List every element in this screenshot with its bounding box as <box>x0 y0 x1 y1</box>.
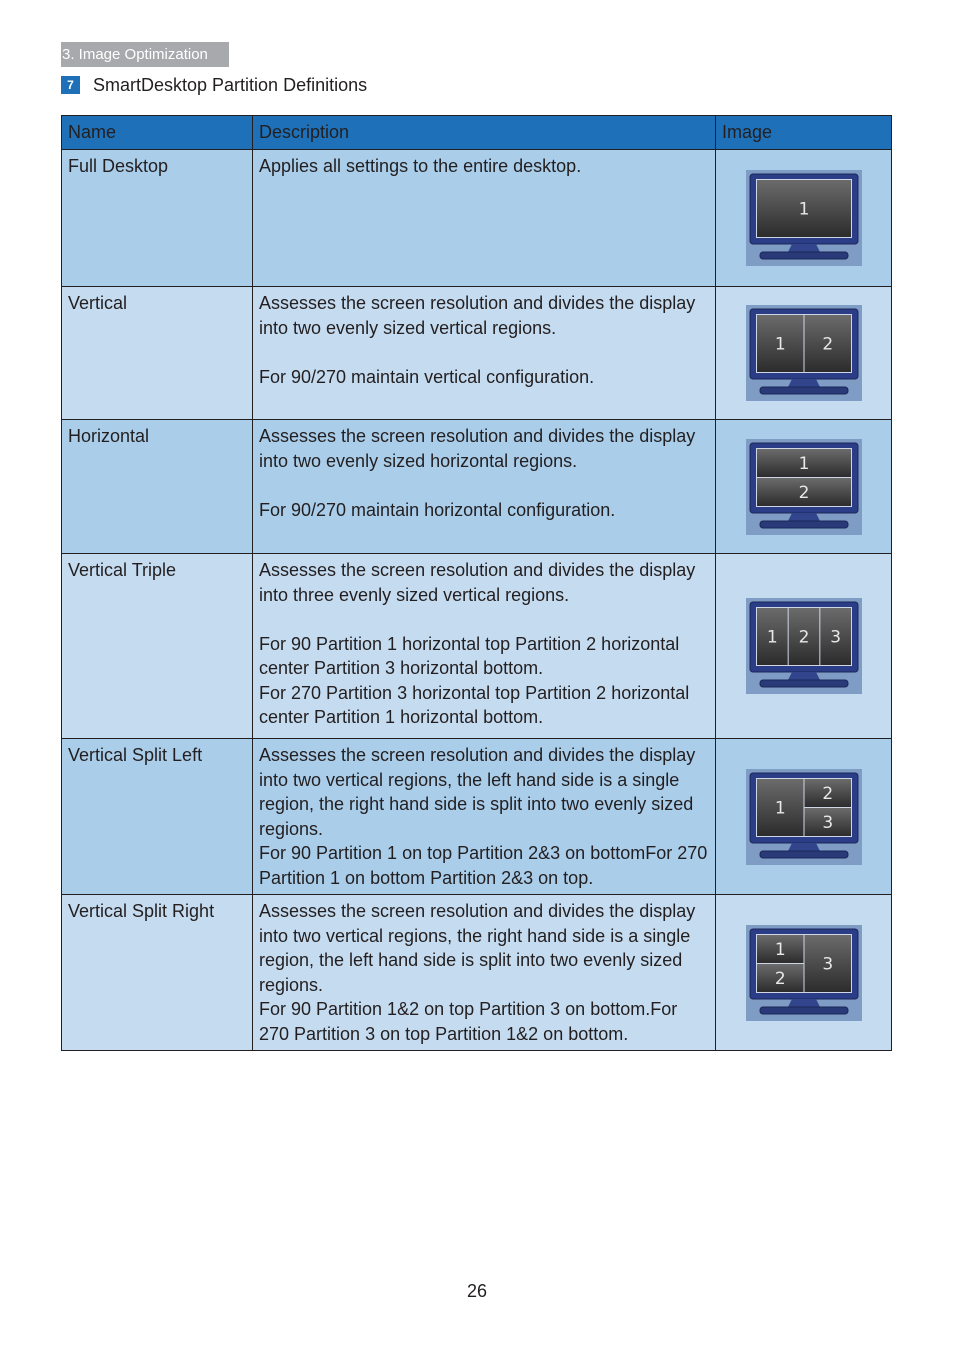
cell-image <box>716 895 892 1051</box>
partition-label: 2 <box>821 783 833 804</box>
partition-label: 2 <box>774 968 786 989</box>
cell-image <box>716 739 892 895</box>
partition-label: 1 <box>766 627 778 648</box>
monitor-icon <box>746 598 862 694</box>
monitor-icon <box>746 170 862 266</box>
partition-label: 2 <box>798 627 809 648</box>
description-paragraph: Assesses the screen resolution and divides the display into two vertical regions, the left hand side is a single region, the right hand side is split into two evenly sized regions. <box>259 745 696 839</box>
partition-image <box>716 287 891 419</box>
partition-label: 1 <box>798 453 809 474</box>
header-description: Description <box>253 116 716 150</box>
partition-label: 3 <box>829 627 841 648</box>
cell-description <box>253 420 716 554</box>
description-paragraph: For 90 Partition 1 horizontal top Partition 2 horizontal center Partition 3 horizontal bottom. <box>259 633 680 678</box>
table-header-row <box>62 116 892 150</box>
section-tag: 3. Image Optimization <box>61 42 229 67</box>
partition-image <box>716 895 891 1050</box>
monitor-icon <box>746 305 862 401</box>
description-paragraph: Assesses the screen resolution and divides the display into two evenly sized vertical regions. <box>259 293 696 338</box>
table-row <box>62 287 892 420</box>
partition-label: 1 <box>774 798 786 818</box>
partition-label: 2 <box>798 482 809 503</box>
description-paragraph: Assesses the screen resolution and divides the display into three evenly sized vertical regions. <box>259 560 696 605</box>
partition-image <box>716 420 891 553</box>
cell-name: Vertical Triple <box>62 554 253 739</box>
heading-title: SmartDesktop Partition Definitions <box>93 74 368 95</box>
section-heading <box>61 74 367 96</box>
cell-description <box>253 895 716 1051</box>
partition-image <box>716 554 891 738</box>
partition-label: 1 <box>774 334 786 355</box>
table-row <box>62 739 892 895</box>
monitor-icon <box>746 439 862 535</box>
cell-name: Vertical Split Left <box>62 739 253 895</box>
table-row <box>62 420 892 554</box>
partition-label: 3 <box>821 954 833 974</box>
description-paragraph: For 90/270 maintain vertical configuration. <box>259 366 595 387</box>
cell-name: Vertical Split Right <box>62 895 253 1051</box>
table-row <box>62 895 892 1051</box>
description-paragraph: For 90/270 maintain horizontal configuration. <box>259 499 616 520</box>
monitor-icon <box>746 769 862 865</box>
description-paragraph: Assesses the screen resolution and divides the display into two evenly sized horizontal regions. <box>259 426 696 471</box>
cell-image <box>716 287 892 420</box>
partition-label: 1 <box>798 199 809 220</box>
partition-label: 2 <box>821 334 833 355</box>
cell-description <box>253 739 716 895</box>
cell-image <box>716 420 892 554</box>
partition-label: 3 <box>821 812 833 833</box>
cell-description <box>253 150 716 287</box>
description-paragraph: For 90 Partition 1&2 on top Partition 3 on bottom.For 270 Partition 3 on top Partition 1&2 on bottom. <box>259 999 678 1044</box>
cell-description <box>253 287 716 420</box>
cell-image <box>716 554 892 739</box>
description-paragraph: For 270 Partition 3 horizontal top Partition 2 horizontal center Partition 1 horizontal bottom. <box>259 682 690 727</box>
partition-definitions-table <box>61 115 892 1051</box>
partition-label: 1 <box>774 939 786 960</box>
monitor-icon <box>746 925 862 1021</box>
header-image: Image <box>716 116 892 150</box>
header-name: Name <box>62 116 253 150</box>
cell-image <box>716 150 892 287</box>
description-paragraph: For 90 Partition 1 on top Partition 2&3 on bottomFor 270 Partition 1 on bottom Partition 2&3 on top. <box>259 843 708 888</box>
table-row <box>62 554 892 739</box>
cell-name: Vertical <box>62 287 253 420</box>
table-row <box>62 150 892 287</box>
cell-name: Full Desktop <box>62 150 253 287</box>
cell-description <box>253 554 716 739</box>
description-paragraph: Applies all settings to the entire desktop. <box>259 156 582 176</box>
partition-image <box>716 150 891 286</box>
heading-number-badge: 7 <box>61 76 80 94</box>
page-number: 26 <box>466 1281 488 1301</box>
partition-image <box>716 739 891 894</box>
description-paragraph: Assesses the screen resolution and divides the display into two vertical regions, the right hand side is a single region, the left hand side is split into two evenly sized regions. <box>259 901 696 995</box>
cell-name: Horizontal <box>62 420 253 554</box>
